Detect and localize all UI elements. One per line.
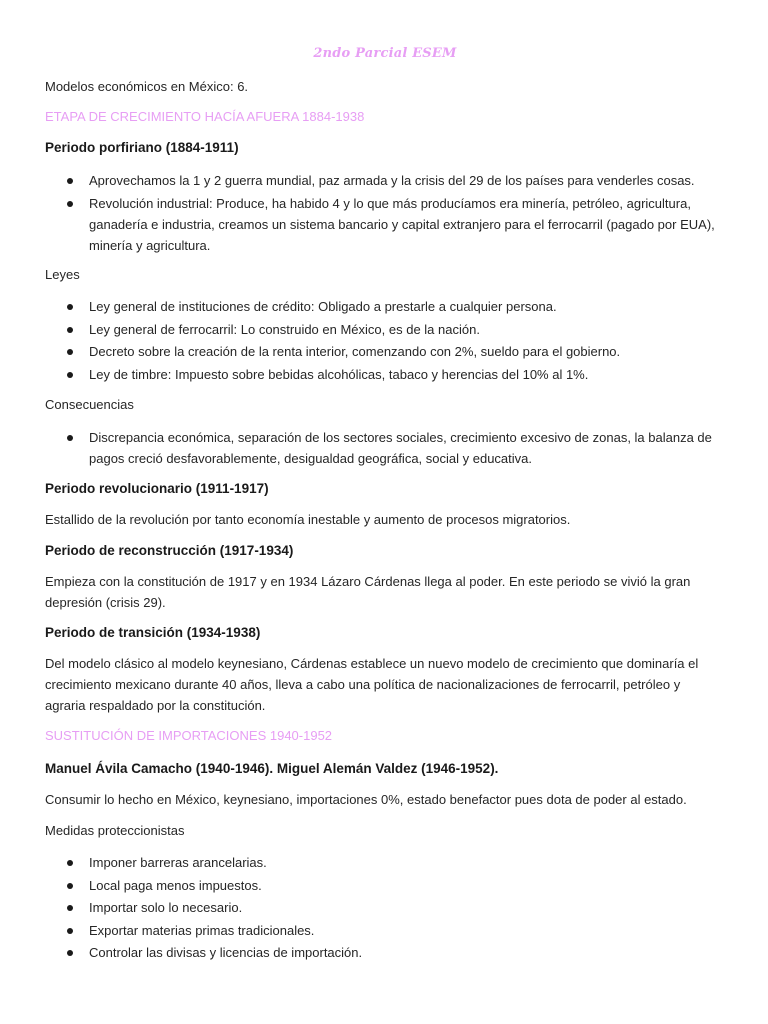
consecuencias-list xyxy=(45,427,725,471)
heading-periodo-reconstruccion: Periodo de reconstrucción (1917-1934) xyxy=(45,543,294,558)
heading-presidents: Manuel Ávila Camacho (1940-1946). Miguel Alemán Valdez (1946-1952). xyxy=(45,761,499,776)
bullet-icon xyxy=(67,327,73,333)
list-item: Imponer barreras arancelarias. xyxy=(45,852,725,873)
bullet-icon xyxy=(67,372,73,378)
section-heading-sustitucion: SUSTITUCIÓN DE IMPORTACIONES 1940-1952 xyxy=(45,728,333,743)
sustitucion-text: Consumir lo hecho en México, keynesiano, importaciones 0%, estado benefactor pues dota de poder al estado. xyxy=(45,792,687,807)
list-item: Aprovechamos la 1 y 2 guerra mundial, paz armada y la crisis del 29 de los países para venderles cosas. xyxy=(45,170,725,191)
bullet-icon xyxy=(67,349,73,355)
reconstruccion-text: Empieza con la constitución de 1917 y en 1934 Lázaro Cárdenas llega al poder. En este periodo se vivió la gran depresión (crisis 29). xyxy=(45,574,691,610)
medidas-list xyxy=(45,852,725,965)
section-heading-crecimiento: ETAPA DE CRECIMIENTO HACÍA AFUERA 1884-1938 xyxy=(45,109,365,124)
intro-text: Modelos económicos en México: 6. xyxy=(45,79,249,94)
porfiriano-list xyxy=(45,170,725,257)
list-item: Ley de timbre: Impuesto sobre bebidas alcohólicas, tabaco y herencias del 10% al 1%. xyxy=(45,364,725,385)
bullet-icon xyxy=(67,304,73,310)
list-item: Discrepancia económica, separación de los sectores sociales, crecimiento excesivo de zonas, la balanza de pagos creció desfavorablemente, desigualdad geográfica, social y educativa. xyxy=(45,427,725,469)
list-item: Decreto sobre la creación de la renta interior, comenzando con 2%, sueldo para el gobierno. xyxy=(45,341,725,362)
medidas-label: Medidas proteccionistas xyxy=(45,823,185,838)
list-item: Local paga menos impuestos. xyxy=(45,875,725,896)
consecuencias-label: Consecuencias xyxy=(45,397,134,412)
list-item: Revolución industrial: Produce, ha habido 4 y lo que más producíamos era minería, petróleo, agricultura, ganadería e industria, creamos un sistema bancario y capital extranjero para el ferrocarril (pagado por EUA), minería y agricultura. xyxy=(45,193,725,256)
bullet-icon xyxy=(67,950,73,956)
transicion-text: Del modelo clásico al modelo keynesiano, Cárdenas establece un nuevo modelo de crecimiento que dominaría el crecimiento mexicano durante 40 años, lleva a cabo una política de nacionalizaciones de ferrocarril, petróleo y agraria respaldado por la constitución. xyxy=(45,656,699,713)
heading-periodo-revolucionario: Periodo revolucionario (1911-1917) xyxy=(45,481,269,496)
leyes-label: Leyes xyxy=(45,267,80,282)
bullet-icon xyxy=(67,435,73,441)
heading-periodo-transicion: Periodo de transición (1934-1938) xyxy=(45,625,261,640)
bullet-icon xyxy=(67,905,73,911)
list-item: Ley general de instituciones de crédito: Obligado a prestarle a cualquier persona. xyxy=(45,296,725,317)
list-item: Exportar materias primas tradicionales. xyxy=(45,920,725,941)
list-item: Importar solo lo necesario. xyxy=(45,897,725,918)
list-item: Controlar las divisas y licencias de importación. xyxy=(45,942,725,963)
list-item: Ley general de ferrocarril: Lo construido en México, es de la nación. xyxy=(45,319,725,340)
revolucionario-text: Estallido de la revolución por tanto economía inestable y aumento de procesos migratorios. xyxy=(45,512,571,527)
document-title: 2ndo Parcial ESEM xyxy=(313,46,457,61)
bullet-icon xyxy=(67,860,73,866)
bullet-icon xyxy=(67,928,73,934)
bullet-icon xyxy=(67,178,73,184)
leyes-list xyxy=(45,296,725,386)
bullet-icon xyxy=(67,883,73,889)
heading-periodo-porfiriano: Periodo porfiriano (1884-1911) xyxy=(45,140,239,155)
bullet-icon xyxy=(67,201,73,207)
